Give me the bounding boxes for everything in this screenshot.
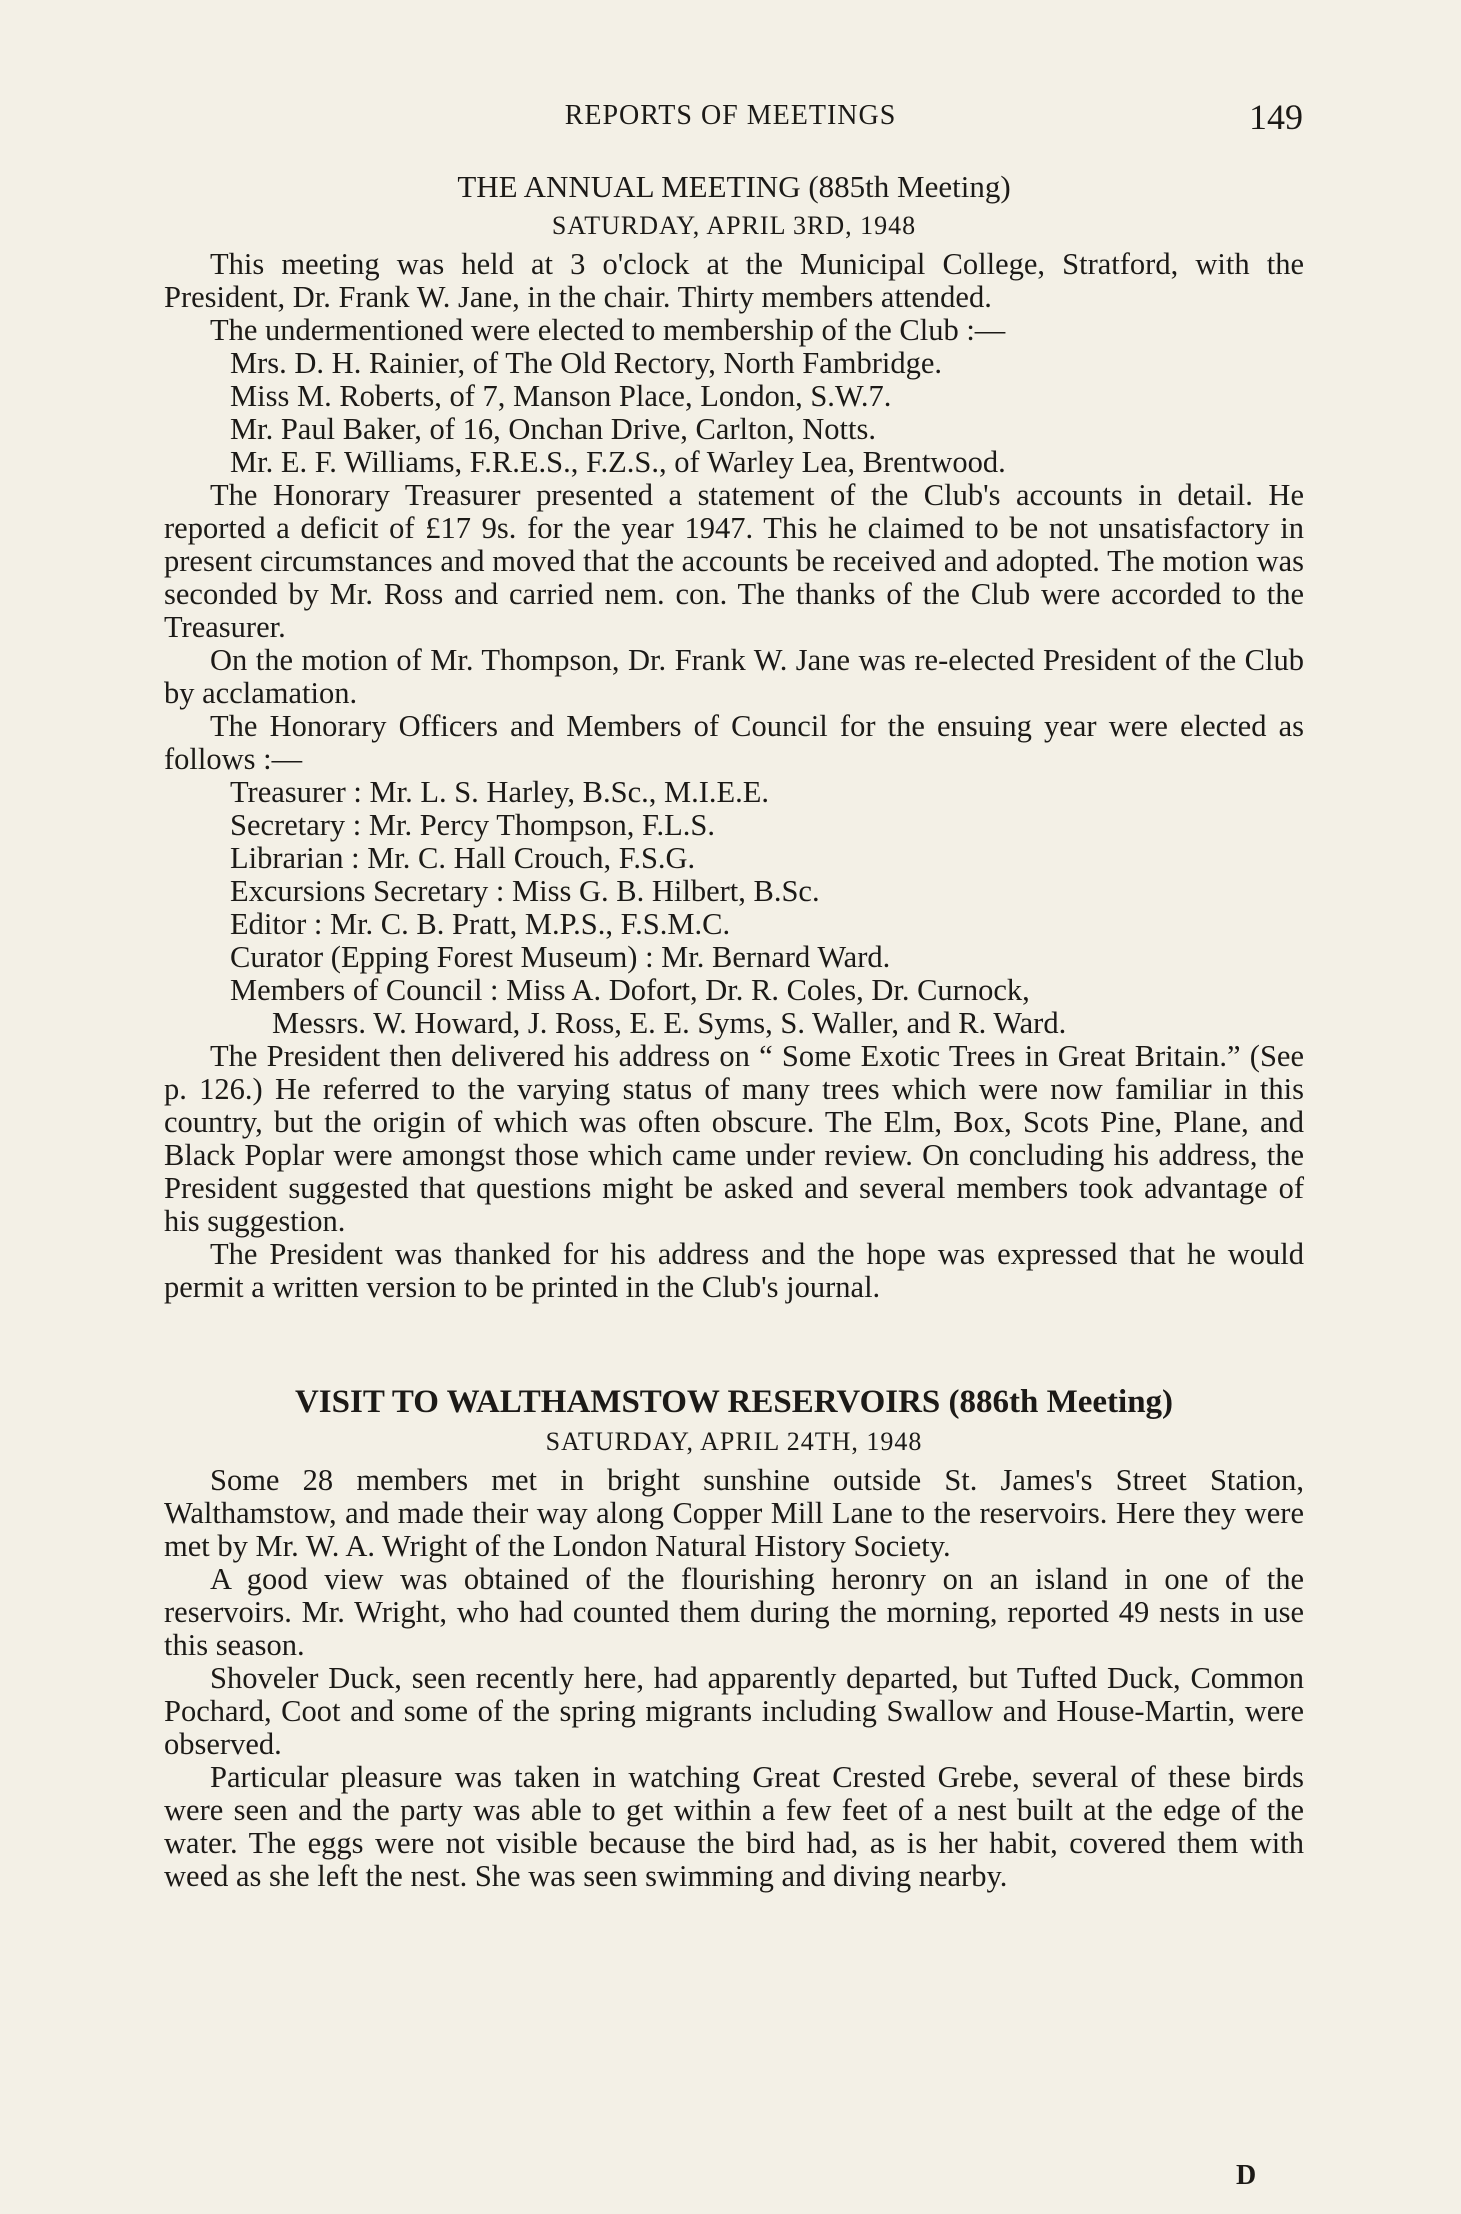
section-title: VISIT TO WALTHAMSTOW RESERVOIRS (886th Meeting) [294, 1384, 1174, 1420]
signature-mark: D [1236, 2160, 1257, 2191]
officer-entry: Librarian : Mr. C. Hall Crouch, F.S.G. [230, 841, 696, 875]
member-entry: Mrs. D. H. Rainier, of The Old Rectory, North Fambridge. [230, 346, 943, 380]
new-members-list [164, 347, 1304, 479]
paragraph: The Honorary Officers and Members of Council for the ensuing year were elected as follows :— [164, 709, 1304, 776]
walthamstow-visit-report [164, 1386, 1304, 1893]
paragraph: The undermentioned were elected to membership of the Club :— [210, 313, 1006, 347]
member-entry: Mr. E. F. Williams, F.R.E.S., F.Z.S., of Warley Lea, Brentwood. [230, 445, 1006, 479]
officer-entry: Treasurer : Mr. L. S. Harley, B.Sc., M.I.E.E. [230, 775, 770, 809]
paragraph: The President then delivered his address on “ Some Exotic Trees in Great Britain.” (See p. 126.) He referred to the varying status of many trees which were now familiar in this country, but the origin of which was often obscure. The Elm, Box, Scots Pine, Plane, and Black Poplar were amongst those which came under review. On concluding his address, the President suggested that questions might be asked and several members took advantage of his suggestion. [164, 1039, 1304, 1238]
running-head: REPORTS OF MEETINGS [564, 100, 897, 131]
officers-list [164, 776, 1304, 1040]
paragraph: A good view was obtained of the flourishing heronry on an island in one of the reservoirs. Mr. Wright, who had counted them during the morning, reported 49 nests in use this season. [164, 1562, 1304, 1662]
section-date: SATURDAY, APRIL 3RD, 1948 [551, 211, 917, 240]
officer-entry: Secretary : Mr. Percy Thompson, F.L.S. [230, 808, 715, 842]
member-entry: Mr. Paul Baker, of 16, Onchan Drive, Carlton, Notts. [230, 412, 876, 446]
paragraph: The President was thanked for his address and the hope was expressed that he would permit a written version to be printed in the Club's journal. [164, 1237, 1304, 1304]
officer-entry: Curator (Epping Forest Museum) : Mr. Bernard Ward. [230, 940, 891, 974]
section-title: THE ANNUAL MEETING (885th Meeting) [457, 169, 1011, 204]
paragraph: Some 28 members met in bright sunshine outside St. James's Street Station, Walthamstow, and made their way along Copper Mill Lane to the reservoirs. Here they were met by Mr. W. A. Wright of the London Natural History Society. [164, 1463, 1304, 1563]
member-entry: Miss M. Roberts, of 7, Manson Place, London, S.W.7. [230, 379, 892, 413]
section-date: SATURDAY, APRIL 24TH, 1948 [545, 1427, 923, 1456]
paragraph: The Honorary Treasurer presented a statement of the Club's accounts in detail. He reported a deficit of £17 9s. for the year 1947. This he claimed to be not unsatisfactory in present circumstances and moved that the accounts be received and adopted. The motion was seconded by Mr. Ross and carried nem. con. The thanks of the Club were accorded to the Treasurer. [164, 478, 1304, 644]
council-line: Members of Council : Miss A. Dofort, Dr. R. Coles, Dr. Curnock, [230, 973, 1030, 1007]
paragraph: Particular pleasure was taken in watching Great Crested Grebe, several of these birds were seen and the party was able to get within a few feet of a nest built at the edge of the water. The eggs were not visible because the bird had, as is her habit, covered them with weed as she left the nest. She was seen swimming and diving nearby. [164, 1760, 1304, 1893]
page-content [164, 170, 1304, 1893]
council-line: Messrs. W. Howard, J. Ross, E. E. Syms, S. Waller, and R. Ward. [272, 1006, 1067, 1040]
officer-entry: Excursions Secretary : Miss G. B. Hilbert, B.Sc. [230, 874, 820, 908]
council-entry [164, 974, 1304, 1040]
officer-entry: Editor : Mr. C. B. Pratt, M.P.S., F.S.M.C. [230, 907, 731, 941]
page-number: 149 [1249, 97, 1303, 137]
paragraph: This meeting was held at 3 o'clock at the Municipal College, Stratford, with the President, Dr. Frank W. Jane, in the chair. Thirty members attended. [164, 247, 1304, 314]
paragraph: Shoveler Duck, seen recently here, had apparently departed, but Tufted Duck, Common Pochard, Coot and some of the spring migrants including Swallow and House-Martin, were observed. [164, 1661, 1304, 1761]
annual-meeting-report [164, 170, 1304, 1304]
paragraph: On the motion of Mr. Thompson, Dr. Frank W. Jane was re-elected President of the Club by acclamation. [164, 643, 1304, 710]
